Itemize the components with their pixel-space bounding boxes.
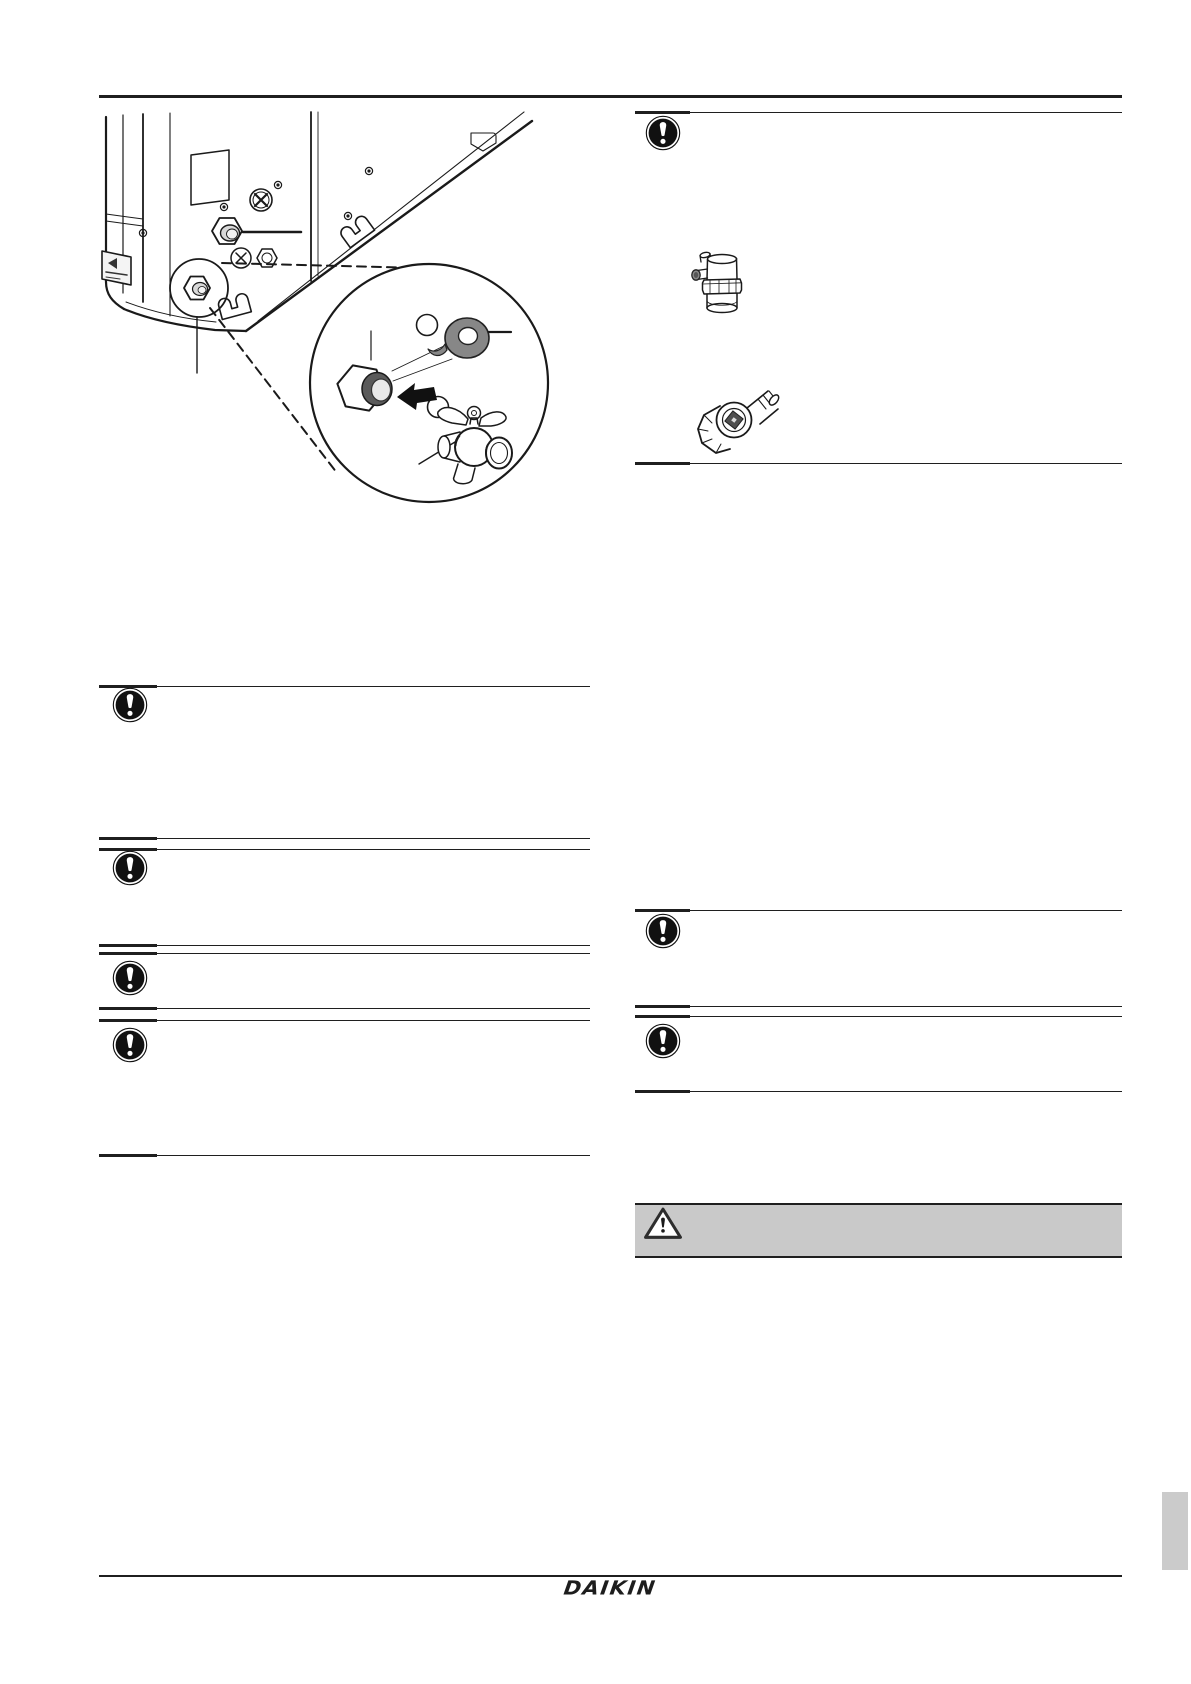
- notice-exclamation-icon: [645, 115, 681, 151]
- notice-r2-bottom-rule-stub: [635, 1005, 690, 1008]
- notice-1-top-rule: [157, 686, 590, 688]
- notice-4-bottom-rule-stub: [99, 1154, 157, 1157]
- notice-exclamation-icon: [112, 850, 148, 886]
- notice-2-bottom-rule: [157, 945, 590, 947]
- notice-exclamation-icon: [645, 1023, 681, 1059]
- page-edge-tab: [1162, 1492, 1188, 1570]
- notice-4-top-rule: [157, 1020, 590, 1022]
- notice-4-top-rule-stub: [99, 1019, 157, 1022]
- page-top-rule: [99, 95, 1122, 98]
- notice-1-bottom-rule-stub: [99, 837, 157, 840]
- notice-r3-bottom-rule: [690, 1091, 1122, 1093]
- notice-r1-top-rule: [690, 112, 1122, 114]
- air-purge-valve-figure: [688, 249, 750, 319]
- notice-3-bottom-rule: [157, 1008, 590, 1010]
- notice-1-bottom-rule: [157, 838, 590, 840]
- unit-connection-figure: [95, 100, 575, 505]
- notice-r2-top-rule: [690, 910, 1122, 912]
- screw-heads: [139, 167, 372, 236]
- notice-2-bottom-rule-stub: [99, 944, 157, 947]
- notice-2-top-rule: [157, 849, 590, 851]
- notice-r1-bottom-rule-stub: [635, 462, 690, 465]
- notice-3-top-rule: [157, 953, 590, 955]
- vent-screw-port: [250, 189, 272, 211]
- notice-exclamation-icon: [112, 687, 148, 723]
- daikin-logo: DAIKIN: [562, 1576, 658, 1600]
- top-connection-port: [212, 218, 242, 244]
- notice-r1-top-rule-stub: [635, 111, 690, 114]
- notice-3-top-rule-stub: [99, 952, 157, 955]
- notice-r3-bottom-rule-stub: [635, 1090, 690, 1093]
- notice-exclamation-icon: [645, 913, 681, 949]
- notice-exclamation-icon: [112, 960, 148, 996]
- warning-triangle-icon: [643, 1206, 683, 1240]
- mounting-tab-cutout: [339, 214, 375, 248]
- notice-exclamation-icon: [112, 1027, 148, 1063]
- notice-r2-top-rule-stub: [635, 909, 690, 912]
- notice-r3-top-rule: [690, 1016, 1122, 1018]
- notice-r3-top-rule-stub: [635, 1015, 690, 1018]
- notice-3-bottom-rule-stub: [99, 1007, 157, 1010]
- caution-banner: [635, 1203, 1122, 1258]
- drain-valve-figure: [690, 387, 785, 462]
- drain-port: [184, 277, 210, 300]
- callout-bubble-1: [417, 315, 438, 336]
- notice-r1-bottom-rule: [690, 463, 1122, 465]
- notice-r2-bottom-rule: [690, 1006, 1122, 1008]
- notice-4-bottom-rule: [157, 1155, 590, 1157]
